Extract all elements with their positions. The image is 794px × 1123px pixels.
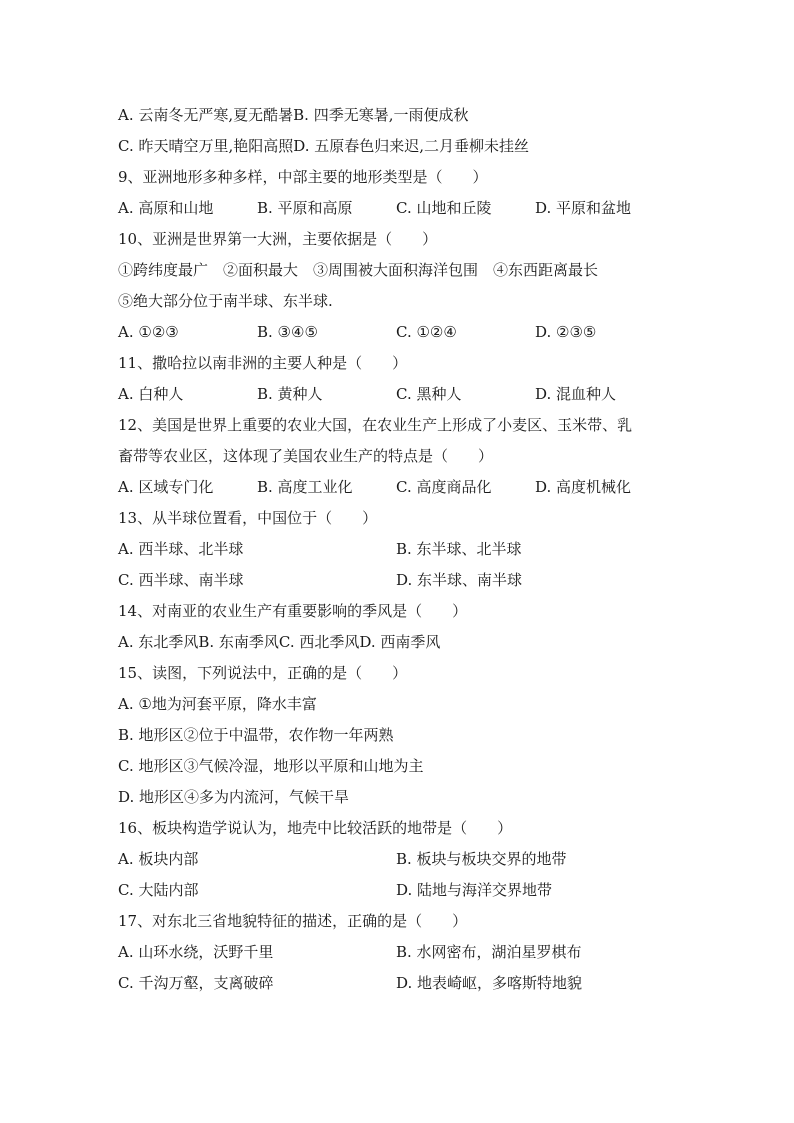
answer-option: A. 西半球、北半球 — [118, 540, 244, 558]
option-row — [118, 844, 718, 875]
answer-option: C. 黑种人 — [396, 385, 462, 403]
option-row — [118, 379, 718, 410]
answer-option: C. 地形区③气候冷湿，地形以平原和山地为主 — [118, 757, 424, 775]
option-row — [118, 875, 718, 906]
answer-option: A. ①②③ — [118, 323, 179, 341]
answer-option: A. ①地为河套平原，降水丰富 — [118, 695, 317, 713]
answer-option: B. ③④⑤ — [257, 323, 318, 341]
answer-option: B. 地形区②位于中温带，农作物一年两熟 — [118, 726, 394, 744]
question-stem: 9、亚洲地形多种多样，中部主要的地形类型是（ ） — [118, 168, 488, 186]
answer-option: C. ①②④ — [396, 323, 457, 341]
answer-option: C. 千沟万壑，支离破碎 — [118, 974, 274, 992]
question-list — [118, 100, 718, 999]
question-stem: 14、对南亚的农业生产有重要影响的季风是（ ） — [118, 602, 468, 620]
answer-option: A. 高原和山地 — [118, 199, 214, 217]
answer-option: A. 东北季风B. 东南季风C. 西北季风D. 西南季风 — [118, 633, 441, 651]
option-row — [118, 472, 718, 503]
answer-option: C. 昨天晴空万里,艳阳高照D. 五原春色归来迟,二月垂柳未挂丝 — [118, 137, 530, 155]
option-row — [118, 937, 718, 968]
answer-option: A. 白种人 — [118, 385, 184, 403]
option-row — [118, 565, 718, 596]
answer-option: D. ②③⑤ — [535, 323, 597, 341]
answer-option: C. 西半球、南半球 — [118, 571, 244, 589]
option-row — [118, 317, 718, 348]
answer-option: B. 黄种人 — [257, 385, 323, 403]
answer-option: B. 东半球、北半球 — [396, 540, 522, 558]
text-line: ①跨纬度最广 ②面积最大 ③周围被大面积海洋包围 ④东西距离最长 — [118, 261, 599, 279]
question-stem: 13、从半球位置看，中国位于（ ） — [118, 509, 378, 527]
option-row — [118, 968, 718, 999]
answer-option: C. 高度商品化 — [396, 478, 492, 496]
question-stem: 15、读图，下列说法中，正确的是（ ） — [118, 664, 408, 682]
answer-option: A. 区域专门化 — [118, 478, 214, 496]
answer-option: D. 东半球、南半球 — [396, 571, 523, 589]
answer-option: A. 山环水绕，沃野千里 — [118, 943, 274, 961]
question-stem: 16、板块构造学说认为，地壳中比较活跃的地带是（ ） — [118, 819, 513, 837]
answer-option: D. 地表崎岖，多喀斯特地貌 — [396, 974, 583, 992]
answer-option: C. 大陆内部 — [118, 881, 199, 899]
answer-option: B. 水网密布，湖泊星罗棋布 — [396, 943, 582, 961]
question-stem: 17、对东北三省地貌特征的描述，正确的是（ ） — [118, 912, 468, 930]
question-stem: 10、亚洲是世界第一大洲，主要依据是（ ） — [118, 230, 438, 248]
question-stem: 11、撒哈拉以南非洲的主要人种是（ ） — [118, 354, 408, 372]
answer-option: D. 平原和盆地 — [535, 199, 632, 217]
answer-option: D. 地形区④多为内流河，气候干旱 — [118, 788, 350, 806]
option-row — [118, 534, 718, 565]
text-line: ⑤绝大部分位于南半球、东半球. — [118, 292, 333, 310]
option-row — [118, 193, 718, 224]
answer-option: A. 板块内部 — [118, 850, 199, 868]
text-line: 畜带等农业区，这体现了美国农业生产的特点是（ ） — [118, 447, 494, 465]
question-stem: 12、美国是世界上重要的农业大国，在农业生产上形成了小麦区、玉米带、乳 — [118, 416, 633, 434]
answer-option: B. 板块与板块交界的地带 — [396, 850, 567, 868]
answer-option: D. 陆地与海洋交界地带 — [396, 881, 553, 899]
answer-option: C. 山地和丘陵 — [396, 199, 492, 217]
answer-option: B. 高度工业化 — [257, 478, 353, 496]
answer-option: A. 云南冬无严寒,夏无酷暑B. 四季无寒暑,一雨便成秋 — [118, 106, 469, 124]
answer-option: B. 平原和高原 — [257, 199, 353, 217]
answer-option: D. 混血种人 — [535, 385, 617, 403]
answer-option: D. 高度机械化 — [535, 478, 632, 496]
